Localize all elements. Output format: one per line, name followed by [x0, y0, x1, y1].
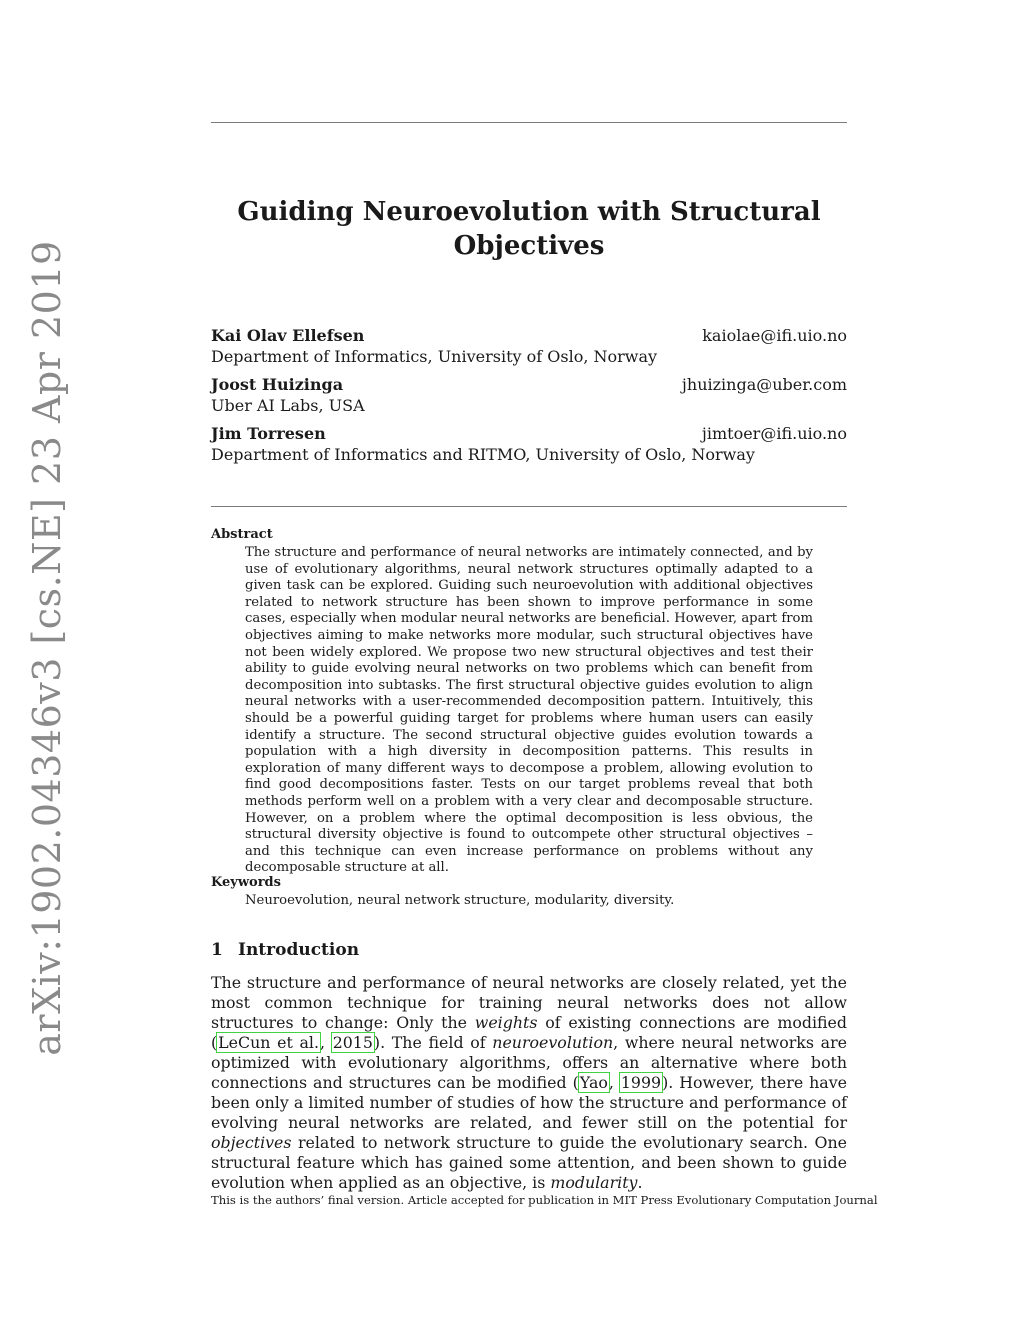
citation-lecun-author[interactable]: LeCun et al. — [218, 1033, 319, 1052]
introduction-paragraph — [211, 973, 847, 1193]
title-line-2: Objectives — [453, 231, 605, 261]
emphasis-weights: weights — [474, 1013, 538, 1032]
keywords-heading: Keywords — [211, 875, 281, 890]
author-name: Joost Huizinga — [211, 375, 344, 394]
text-run: , where neural networks are optimized with evolutionary algorithms, offers an alternative where both connections and structures can be modified ( — [211, 1033, 847, 1092]
top-rule — [211, 122, 847, 123]
emphasis-neuroevolution: neuroevolution — [492, 1033, 614, 1052]
keywords-text: Neuroevolution, neural network structure, modularity, diversity. — [245, 893, 675, 908]
text-run: , — [320, 1033, 332, 1052]
emphasis-modularity: modularity — [550, 1173, 638, 1192]
text-run: related to network structure to guide the evolutionary search. One structural feature which has gained some attention, and been shown to guide evolution when applied as an objective, is — [211, 1133, 847, 1192]
paper-title — [211, 195, 847, 263]
citation-lecun-year[interactable]: 2015 — [332, 1033, 373, 1052]
citation-yao-year[interactable]: 1999 — [620, 1073, 662, 1092]
section-heading-introduction — [211, 940, 359, 960]
author-email: jimtoer@ifi.uio.no — [701, 424, 847, 443]
author-block-3 — [211, 423, 847, 465]
author-block-1 — [211, 325, 847, 367]
text-run: The structure and performance of neural networks are closely related, yet the most common technique for training neural networks does not allow structures to change: Only the — [211, 973, 847, 1032]
text-run: ). However, there have been only a limited number of studies of how the structure and performance of evolving neural networks are related, and fewer still on the potential for — [211, 1073, 847, 1132]
author-email: jhuizinga@uber.com — [681, 375, 847, 394]
author-block-2 — [211, 374, 847, 416]
arxiv-identifier-stamp: arXiv:1902.04346v3 [cs.NE] 23 Apr 2019 — [25, 240, 69, 1056]
author-affiliation: Department of Informatics, University of Oslo, Norway — [211, 347, 658, 366]
section-title: Introduction — [238, 940, 360, 960]
title-line-1: Guiding Neuroevolution with Structural — [237, 197, 821, 227]
author-email: kaiolae@ifi.uio.no — [702, 326, 847, 345]
text-run: ). The field of — [373, 1033, 493, 1052]
author-affiliation: Department of Informatics and RITMO, University of Oslo, Norway — [211, 445, 755, 464]
text-run: . — [637, 1173, 643, 1192]
abstract-top-rule — [211, 506, 847, 507]
author-name: Jim Torresen — [211, 424, 326, 443]
abstract-text: The structure and performance of neural networks are intimately connected, and by use of evolutionary algorithms, neural network structures optimally adapted to a given task can be explored. Guiding such neuroevolution with additional objectives related to network structure has been shown to improve performance in some cases, especially when modular neural networks are beneficial. However, apart from objectives aiming to make networks more modular, such structural objectives have not been widely explored. We propose two new structural objectives and test their ability to guide evolving neural networks on two problems which can benefit from decomposition into subtasks. The first structural objective guides evolution to align neural networks with a user-recommended decomposition pattern. Intuitively, this should be a powerful guiding target for problems where human users can easily identify a structure. The second structural objective guides evolution towards a population with a high diversity in decomposition patterns. This results in exploration of many different ways to decompose a problem, allowing evolution to find good decompositions faster. Tests on our target problems reveal that both methods perform well on a problem with a very clear and decomposable structure. However, on a problem where the optimal decomposition is less obvious, the structural diversity objective is found to outcompete other structural objectives – and this technique can even increase performance on problems without any decomposable structure at all. — [245, 545, 813, 876]
publication-footnote: This is the authors’ final version. Article accepted for publication in MIT Press Evolutionary Computation Journal — [211, 1193, 878, 1207]
emphasis-objectives: objectives — [211, 1133, 292, 1152]
author-name: Kai Olav Ellefsen — [211, 326, 365, 345]
text-run: of existing connections are modified ( — [211, 1013, 847, 1052]
author-affiliation: Uber AI Labs, USA — [211, 396, 365, 415]
abstract-heading: Abstract — [211, 527, 273, 542]
citation-yao-author[interactable]: Yao — [579, 1073, 608, 1092]
section-number: 1 — [211, 940, 223, 960]
text-run: , — [608, 1073, 620, 1092]
